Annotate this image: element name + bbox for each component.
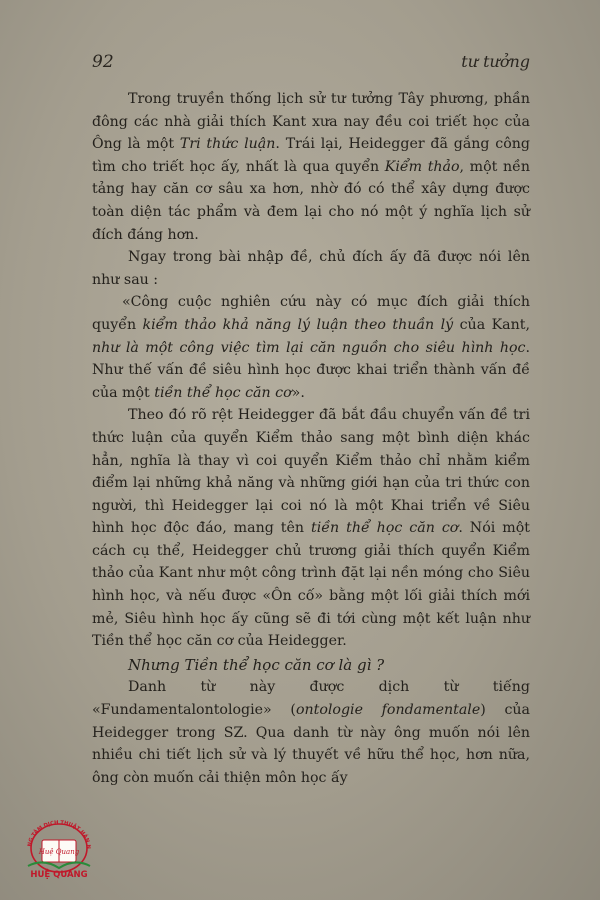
- logo-caption: HUỆ QUANG: [30, 870, 88, 880]
- logo-emblem-icon: [18, 818, 100, 874]
- text-run: «Công cuộc nghiên cứu này có mục đích giải thích quyển: [92, 294, 530, 333]
- italic-run: tiền thể học căn cơ: [311, 520, 459, 537]
- italic-run: Kiểm thảo: [384, 158, 460, 175]
- paragraph: [92, 88, 530, 246]
- text-run: ) của Heidegger trong SZ. Qua danh từ này ông muốn nói lên nhiều chi tiết lịch sử và lý thuyết về hữu thể học, hơn nữa, ông còn muốn cải thiện môn học ấy: [92, 702, 530, 786]
- text-run: của Kant,: [453, 316, 530, 333]
- paragraph: [92, 676, 530, 789]
- text-run: . Như thế vấn đề siêu hình học được khai triển thành vấn đề của một: [92, 339, 530, 401]
- logo-center-text: Huệ Quang: [38, 848, 80, 856]
- text-run: Danh từ này được dịch từ tiếng «Fundamentalontologie» (: [92, 679, 530, 719]
- text-run: Theo đó rõ rệt Heidegger đã bắt đầu chuyển vấn đề tri thức luận của quyển Kiểm thảo sang một bình diện khác hẳn, nghĩa là thay vì coi quyển Kiểm thảo chỉ nhằm kiểm điểm lại những khả năng và những giới hạn của tri thức con người, thì Heidegger lại coi nó là một Khai triển về Siêu hình học độc đáo, mang tên: [92, 407, 530, 537]
- italic-run: như là một công việc tìm lại căn nguồn cho siêu hình học: [92, 339, 526, 356]
- page-header: [92, 52, 530, 80]
- section-question: [92, 654, 530, 677]
- paragraph: [92, 246, 530, 291]
- text-run: Ngay trong bài nhập đề, chủ đích ấy đã được nói lên như sau :: [92, 249, 530, 288]
- body-text: [92, 88, 530, 789]
- page-number: 92: [92, 52, 114, 72]
- paragraph: [92, 404, 530, 653]
- italic-run: tiền thể học căn cơ: [154, 384, 292, 401]
- text-run: , một nền tảng hay căn cơ sâu xa hơn, nhờ đó có thể xây dựng được toàn diện tác phẩm và đem lại cho nó một ý nghĩa lịch sử đích đáng hơn.: [92, 158, 530, 243]
- text-run: ».: [291, 384, 305, 401]
- text-run: Nhưng Tiền thể học căn cơ là gì ?: [128, 655, 385, 674]
- text-run: . Nói một cách cụ thể, Heidegger chủ trương giải thích quyển Kiểm thảo của Kant như một công trình đặt lại nền móng cho Siêu hình học, và nếu được «Ôn cố» bằng một lối giải thích mới mẻ, Siêu hình học ấy cũng sẽ đi tới cùng một kết luận như Tiền thể học căn cơ của Heidegger.: [92, 520, 530, 650]
- italic-run: kiểm thảo khả năng lý luận theo thuần lý: [142, 316, 454, 333]
- hue-quang-logo: [18, 818, 100, 888]
- text-run: Trong truyền thống lịch sử tư tưởng Tây phương, phần đông các nhà giải thích Kant xưa nay đều coi triết học của Ông là một: [92, 91, 530, 153]
- logo-ring-text: NG TÂM DỊCH THUẬT HÁN N: [26, 819, 92, 850]
- running-head: tư tưởng: [461, 52, 530, 71]
- text-run: . Trái lại, Heidegger đã gắng công tìm cho triết học ấy, nhất là qua quyển: [92, 136, 530, 175]
- quoted-paragraph: [92, 291, 530, 404]
- italic-run: ontologie fondamentale: [295, 702, 481, 719]
- italic-run: Tri thức luận: [179, 136, 276, 153]
